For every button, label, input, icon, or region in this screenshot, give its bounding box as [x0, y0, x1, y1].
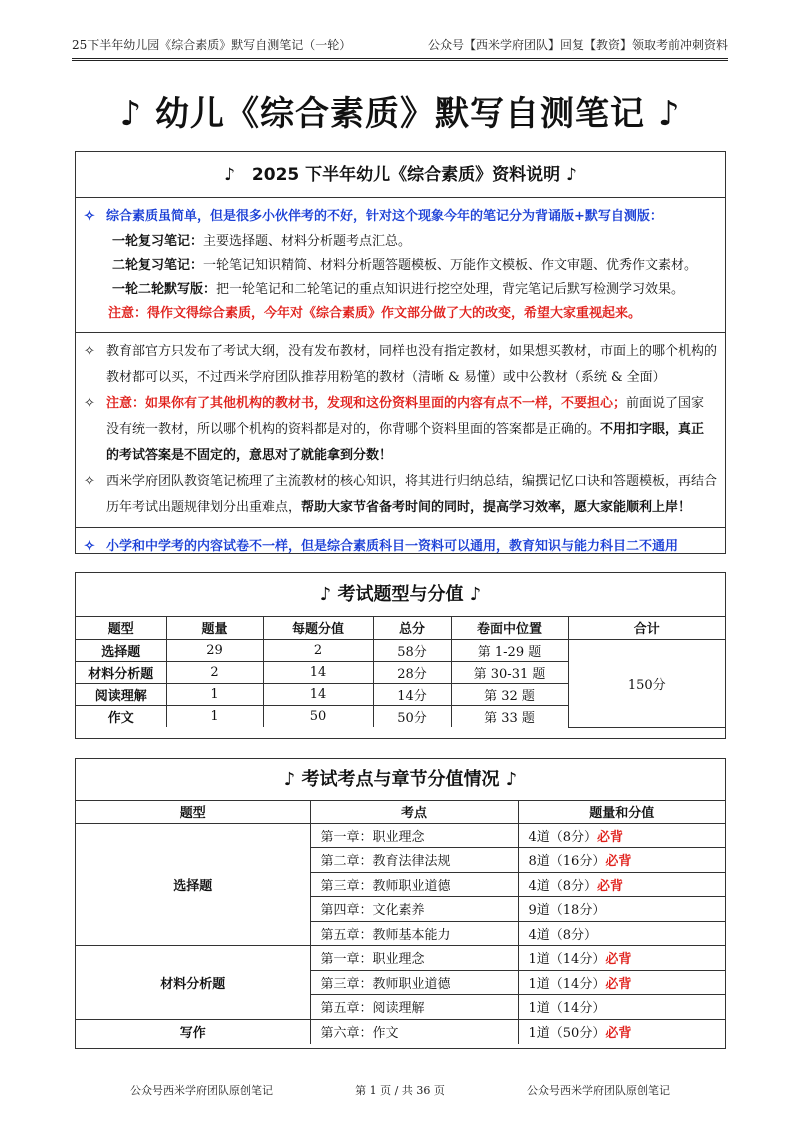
table-cell: 14: [263, 661, 373, 683]
l1-label: 一轮复习笔记：: [112, 234, 204, 249]
type-cell: 写作: [76, 1019, 310, 1044]
page-header: [72, 36, 728, 58]
intro-section-1: [76, 198, 725, 333]
intro-section-3: [76, 528, 725, 566]
kp-cell: 第一章：职业理念: [310, 823, 518, 848]
exam-title: ♪ 考试题型与分值 ♪: [76, 573, 725, 617]
intro-box: [75, 151, 726, 554]
table-cell: 作文: [76, 705, 166, 727]
col-header: 总分: [373, 617, 451, 639]
intro-line-2: [84, 254, 717, 278]
footer-right: 公众号西米学府团队原创笔记: [527, 1084, 670, 1097]
table-cell: 1: [166, 683, 263, 705]
kp-cell: 第五章：教师基本能力: [310, 921, 518, 946]
table-cell: 29: [166, 639, 263, 661]
kp-cell: 第三章：教师职业道德: [310, 872, 518, 897]
kp-cell: 第四章：文化素养: [310, 897, 518, 922]
l1-text: 主要选择题、材料分析题考点汇总。: [203, 234, 412, 249]
table-cell: 28分: [373, 661, 451, 683]
diamond-bullet-icon: ✧: [84, 344, 95, 359]
table-cell: 选择题: [76, 639, 166, 661]
kp-cell: 第二章：教育法律法规: [310, 848, 518, 873]
table-cell: 58分: [373, 639, 451, 661]
table-cell: 材料分析题: [76, 661, 166, 683]
intro-paragraph-5: 小学和中学考的内容试卷不一样，但是综合素质科目一资料可以通用，教育知识与能力科目二不通用: [106, 539, 679, 554]
header-rule: [72, 58, 728, 61]
table-cell: 14: [263, 683, 373, 705]
table-cell: 2: [166, 661, 263, 683]
table-cell: 50: [263, 705, 373, 727]
document-title: ♪ 幼儿《综合素质》默写自测笔记 ♪: [119, 94, 681, 134]
table-cell: 50分: [373, 705, 451, 727]
intro-line-1: [84, 230, 717, 254]
qs-cell: 1道（14分）必背: [518, 946, 725, 971]
table-row: [76, 1019, 725, 1044]
table-cell: 阅读理解: [76, 683, 166, 705]
intro-paragraph-4: 西米学府团队教资笔记梳理了主流教材的核心知识，将其进行归纳总结，编撰记忆口诀和答题模板，再结合历年考试出题规律划分出重难点，帮助大家节省备考时间的同时，提高学习效率，愿大家能顺利上岸！: [106, 474, 718, 515]
qs-cell: 1道（14分）: [518, 995, 725, 1020]
qs-cell: 1道（50分）必背: [518, 1019, 725, 1044]
col-header: 卷面中位置: [451, 617, 568, 639]
must-badge: 必背: [597, 878, 624, 894]
col-header: 合计: [568, 617, 725, 639]
type-cell: 材料分析题: [76, 946, 310, 1020]
col-header: 题型: [76, 801, 310, 823]
exam-box: [75, 572, 726, 739]
qs-cell: 4道（8分）: [518, 921, 725, 946]
exam-table: [76, 617, 725, 728]
qs-cell: 4道（8分）必背: [518, 823, 725, 848]
intro-section-2: [76, 333, 725, 528]
intro-paragraph-3: 注意：如果你有了其他机构的教材书，发现和这份资料里面的内容有点不一样，不要担心；前面说了国家没有统一教材，所以哪个机构的资料都是对的，你背哪个资料里面的答案都是正确的。不用扣字眼，真正的考试答案是不固定的，意思对了就能拿到分数！: [106, 396, 705, 463]
table-cell: 2: [263, 639, 373, 661]
page-footer: [130, 1082, 670, 1098]
col-header: 题量和分值: [518, 801, 725, 823]
l3-text: 把一轮笔记和二轮笔记的重点知识进行挖空处理，背完笔记后默写检测学习效果。: [216, 282, 685, 297]
chapters-table: [76, 801, 725, 1044]
col-header: 题量: [166, 617, 263, 639]
intro-lead: 综合素质虽简单，但是很多小伙伴考的不好，针对这个现象今年的笔记分为背诵版+默写自测版：: [106, 209, 663, 224]
l2-label: 二轮复习笔记：: [112, 258, 204, 273]
footer-left: 公众号西米学府团队原创笔记: [130, 1084, 273, 1097]
qs-cell: 9道（18分）: [518, 897, 725, 922]
diamond-bullet-icon: ✧: [84, 396, 95, 411]
kp-cell: 第三章：教师职业道德: [310, 970, 518, 995]
header-left: 25下半年幼儿园《综合素质》默写自测笔记（一轮）: [72, 38, 352, 52]
intro-title: ♪ 2025 下半年幼儿《综合素质》资料说明 ♪: [76, 152, 725, 198]
table-cell: 第 32 题: [451, 683, 568, 705]
table-header-row: [76, 801, 725, 823]
col-header: 考点: [310, 801, 518, 823]
diamond-bullet-icon: ✧: [84, 209, 95, 224]
table-header-row: [76, 617, 725, 639]
chapters-box: [75, 758, 726, 1049]
must-badge: 必背: [605, 1026, 632, 1041]
must-badge: 必背: [605, 854, 632, 870]
qs-cell: 8道（16分）必背: [518, 848, 725, 873]
type-cell: 选择题: [76, 823, 310, 946]
kp-cell: 第一章：职业理念: [310, 946, 518, 971]
qs-cell: 1道（14分）必背: [518, 970, 725, 995]
kp-cell: 第五章：阅读理解: [310, 995, 518, 1020]
table-row: [76, 823, 725, 848]
table-row: [76, 639, 725, 661]
page-number: 第 1 页 / 共 36 页: [355, 1084, 445, 1097]
table-cell: 1: [166, 705, 263, 727]
diamond-bullet-icon: ✧: [84, 539, 95, 554]
intro-paragraph-2: 教育部官方只发布了考试大纲，没有发布教材，同样也没有指定教材，如果想买教材，市面上的哪个机构的教材都可以买，不过西米学府团队推荐用粉笔的教材（清晰 & 易懂）或中公教材（系统 & 全面）: [106, 344, 718, 385]
kp-cell: 第六章：作文: [310, 1019, 518, 1044]
intro-line-3: [84, 278, 717, 302]
table-row: [76, 946, 725, 971]
header-right: 公众号【西米学府团队】回复【教资】领取考前冲刺资料: [427, 38, 728, 52]
col-header: 题型: [76, 617, 166, 639]
must-badge: 必背: [605, 976, 632, 992]
l2-text: 一轮笔记知识精简、材料分析题答题模板、万能作文模板、作文审题、优秀作文素材。: [203, 258, 698, 273]
table-cell: 第 33 题: [451, 705, 568, 727]
intro-note: 注意：得作文得综合素质，今年对《综合素质》作文部分做了大的改变，希望大家重视起来。: [108, 306, 642, 321]
table-cell: 14分: [373, 683, 451, 705]
table-cell: 第 1-29 题: [451, 639, 568, 661]
must-badge: 必背: [597, 829, 624, 845]
total-cell: 150分: [568, 639, 725, 727]
qs-cell: 4道（8分）必背: [518, 872, 725, 897]
table-cell: 第 30-31 题: [451, 661, 568, 683]
must-badge: 必背: [605, 952, 632, 968]
diamond-bullet-icon: ✧: [84, 474, 95, 489]
col-header: 每题分值: [263, 617, 373, 639]
l3-label: 一轮二轮默写版：: [112, 282, 217, 297]
chapters-title: ♪ 考试考点与章节分值情况 ♪: [76, 759, 725, 801]
